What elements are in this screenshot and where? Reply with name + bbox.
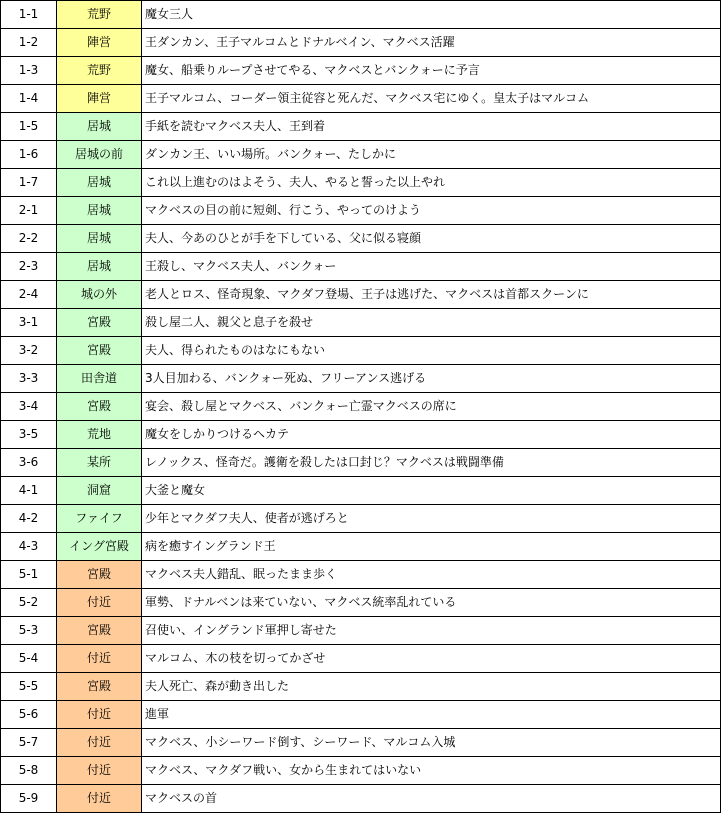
description-cell[interactable]: マクベスの首: [142, 785, 721, 813]
table-row: [1, 561, 721, 589]
place-cell[interactable]: 陣営: [57, 85, 142, 113]
description-cell[interactable]: 進軍: [142, 701, 721, 729]
table-row: [1, 113, 721, 141]
description-cell[interactable]: マクベスの目の前に短剣、行こう、やってのけよう: [142, 197, 721, 225]
scene-number-cell[interactable]: 5-5: [1, 673, 57, 701]
place-cell[interactable]: 付近: [57, 729, 142, 757]
table-row: [1, 757, 721, 785]
table-row: [1, 225, 721, 253]
scene-number-cell[interactable]: 1-7: [1, 169, 57, 197]
place-cell[interactable]: 居城: [57, 225, 142, 253]
place-cell[interactable]: 付近: [57, 785, 142, 813]
description-cell[interactable]: 軍勢、ドナルベンは来ていない、マクベス統率乱れている: [142, 589, 721, 617]
scene-number-cell[interactable]: 5-3: [1, 617, 57, 645]
description-cell[interactable]: マクベス、マクダフ戦い、女から生まれてはいない: [142, 757, 721, 785]
place-cell[interactable]: 居城: [57, 113, 142, 141]
description-cell[interactable]: 病を癒すイングランド王: [142, 533, 721, 561]
scene-number-cell[interactable]: 1-3: [1, 57, 57, 85]
description-cell[interactable]: 王ダンカン、王子マルコムとドナルベイン、マクベス活躍: [142, 29, 721, 57]
table-row: [1, 673, 721, 701]
description-cell[interactable]: 宴会、殺し屋とマクベス、バンクォー亡霊マクベスの席に: [142, 393, 721, 421]
description-cell[interactable]: マルコム、木の枝を切ってかざせ: [142, 645, 721, 673]
description-cell[interactable]: ダンカン王、いい場所。バンクォー、たしかに: [142, 141, 721, 169]
scene-number-cell[interactable]: 3-1: [1, 309, 57, 337]
place-cell[interactable]: 宮殿: [57, 337, 142, 365]
table-row: [1, 393, 721, 421]
scene-number-cell[interactable]: 3-3: [1, 365, 57, 393]
description-cell[interactable]: 夫人、今あのひとが手を下している、父に似る寝顔: [142, 225, 721, 253]
description-cell[interactable]: 魔女、船乗りループさせてやる、マクベスとバンクォーに予言: [142, 57, 721, 85]
scene-number-cell[interactable]: 2-4: [1, 281, 57, 309]
description-cell[interactable]: マクベス夫人錯乱、眠ったまま歩く: [142, 561, 721, 589]
table-row: [1, 169, 721, 197]
place-cell[interactable]: 居城: [57, 169, 142, 197]
table-row: [1, 141, 721, 169]
table-row: [1, 85, 721, 113]
place-cell[interactable]: 荒地: [57, 421, 142, 449]
description-cell[interactable]: マクベス、小シーワード倒す、シーワード、マルコム入城: [142, 729, 721, 757]
table-row: [1, 365, 721, 393]
scene-number-cell[interactable]: 5-6: [1, 701, 57, 729]
scene-number-cell[interactable]: 5-9: [1, 785, 57, 813]
scene-number-cell[interactable]: 1-2: [1, 29, 57, 57]
place-cell[interactable]: ファイフ: [57, 505, 142, 533]
table-row: [1, 281, 721, 309]
table-row: [1, 589, 721, 617]
place-cell[interactable]: 宮殿: [57, 617, 142, 645]
scene-number-cell[interactable]: 5-7: [1, 729, 57, 757]
scene-number-cell[interactable]: 3-2: [1, 337, 57, 365]
place-cell[interactable]: イング宮殿: [57, 533, 142, 561]
table-row: [1, 29, 721, 57]
place-cell[interactable]: 宮殿: [57, 393, 142, 421]
place-cell[interactable]: 宮殿: [57, 673, 142, 701]
scene-number-cell[interactable]: 2-3: [1, 253, 57, 281]
scene-number-cell[interactable]: 4-3: [1, 533, 57, 561]
scene-number-cell[interactable]: 3-5: [1, 421, 57, 449]
place-cell[interactable]: 宮殿: [57, 309, 142, 337]
place-cell[interactable]: 荒野: [57, 1, 142, 29]
table-row: [1, 197, 721, 225]
scene-number-cell[interactable]: 5-1: [1, 561, 57, 589]
scene-number-cell[interactable]: 1-4: [1, 85, 57, 113]
description-cell[interactable]: 魔女をしかりつけるヘカテ: [142, 421, 721, 449]
place-cell[interactable]: 荒野: [57, 57, 142, 85]
table-row: [1, 309, 721, 337]
scene-number-cell[interactable]: 5-2: [1, 589, 57, 617]
place-cell[interactable]: 付近: [57, 701, 142, 729]
description-cell[interactable]: これ以上進むのはよそう、夫人、やると誓った以上やれ: [142, 169, 721, 197]
table-row: [1, 505, 721, 533]
scene-number-cell[interactable]: 4-2: [1, 505, 57, 533]
description-cell[interactable]: 夫人、得られたものはなにもない: [142, 337, 721, 365]
scene-number-cell[interactable]: 1-6: [1, 141, 57, 169]
table-row: [1, 701, 721, 729]
table-row: [1, 729, 721, 757]
scene-number-cell[interactable]: 5-4: [1, 645, 57, 673]
table-row: [1, 785, 721, 813]
scene-number-cell[interactable]: 4-1: [1, 477, 57, 505]
place-cell[interactable]: 付近: [57, 645, 142, 673]
scene-number-cell[interactable]: 3-6: [1, 449, 57, 477]
place-cell[interactable]: 居城: [57, 253, 142, 281]
description-cell[interactable]: 老人とロス、怪奇現象、マクダフ登場、王子は逃げた、マクベスは首都スクーンに: [142, 281, 721, 309]
scene-number-cell[interactable]: 1-1: [1, 1, 57, 29]
table-row: [1, 449, 721, 477]
description-cell[interactable]: 王殺し、マクベス夫人、バンクォー: [142, 253, 721, 281]
description-cell[interactable]: レノックス、怪奇だ。護衛を殺したは口封じ？マクベスは戦闘準備: [142, 449, 721, 477]
scene-number-cell[interactable]: 5-8: [1, 757, 57, 785]
table-row: [1, 421, 721, 449]
scene-number-cell[interactable]: 2-1: [1, 197, 57, 225]
place-cell[interactable]: 田舎道: [57, 365, 142, 393]
description-cell[interactable]: 殺し屋二人、親父と息子を殺せ: [142, 309, 721, 337]
place-cell[interactable]: 付近: [57, 757, 142, 785]
table-row: [1, 1, 721, 29]
description-cell[interactable]: 召使い、イングランド軍押し寄せた: [142, 617, 721, 645]
description-cell[interactable]: 魔女三人: [142, 1, 721, 29]
description-cell[interactable]: 少年とマクダフ夫人、使者が逃げろと: [142, 505, 721, 533]
place-cell[interactable]: 某所: [57, 449, 142, 477]
description-cell[interactable]: 3人目加わる、バンクォー死ぬ、フリーアンス逃げる: [142, 365, 721, 393]
scene-table-body: [1, 1, 721, 813]
scene-number-cell[interactable]: 2-2: [1, 225, 57, 253]
table-row: [1, 533, 721, 561]
place-cell[interactable]: 宮殿: [57, 561, 142, 589]
scene-number-cell[interactable]: 1-5: [1, 113, 57, 141]
table-row: [1, 617, 721, 645]
place-cell[interactable]: 洞窟: [57, 477, 142, 505]
table-row: [1, 337, 721, 365]
table-row: [1, 253, 721, 281]
description-cell[interactable]: 大釜と魔女: [142, 477, 721, 505]
description-cell[interactable]: 夫人死亡、森が動き出した: [142, 673, 721, 701]
place-cell[interactable]: 城の外: [57, 281, 142, 309]
place-cell[interactable]: 居城: [57, 197, 142, 225]
table-row: [1, 477, 721, 505]
table-row: [1, 645, 721, 673]
place-cell[interactable]: 付近: [57, 589, 142, 617]
description-cell[interactable]: 王子マルコム、コーダー領主従容と死んだ、マクベス宅にゆく。皇太子はマルコム: [142, 85, 721, 113]
place-cell[interactable]: 居城の前: [57, 141, 142, 169]
table-row: [1, 57, 721, 85]
scene-number-cell[interactable]: 3-4: [1, 393, 57, 421]
place-cell[interactable]: 陣営: [57, 29, 142, 57]
description-cell[interactable]: 手紙を読むマクベス夫人、王到着: [142, 113, 721, 141]
